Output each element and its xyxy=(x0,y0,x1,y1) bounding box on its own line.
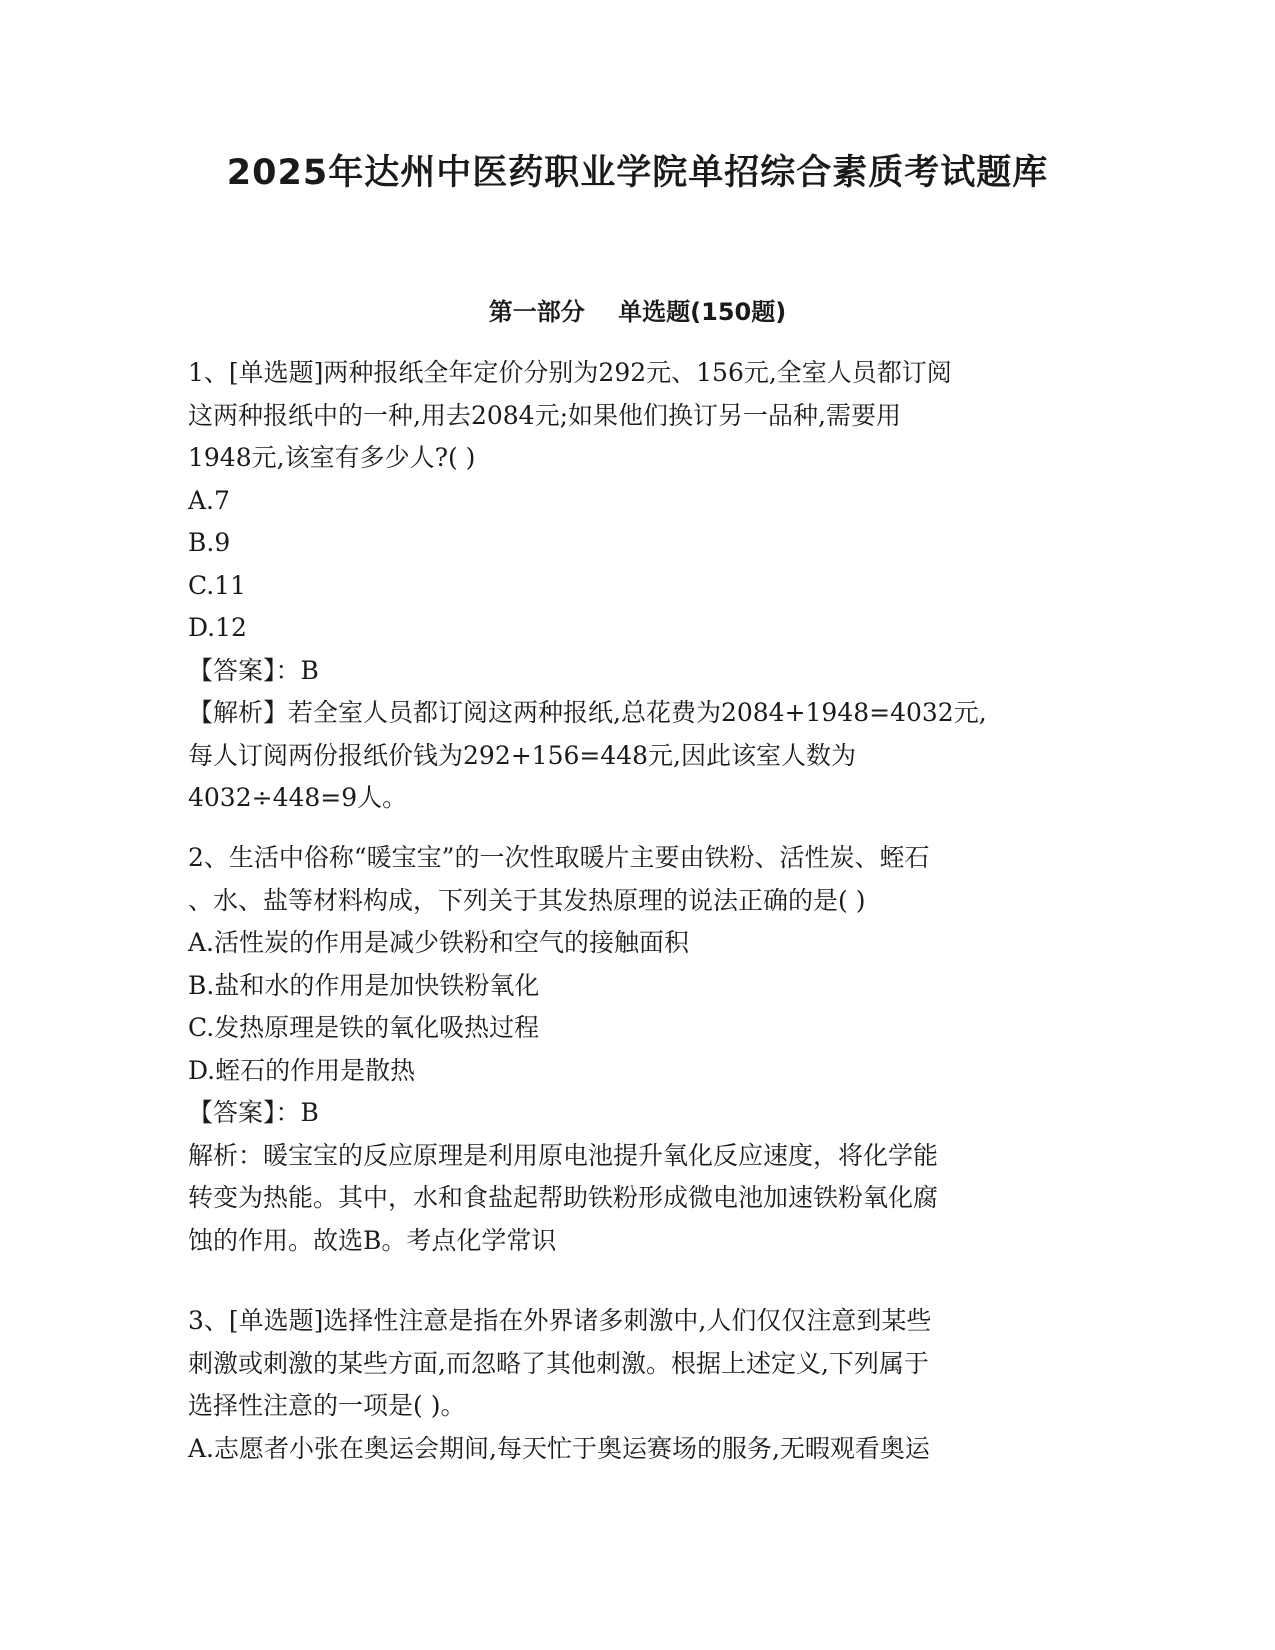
question-stem-line: 3、[单选题]选择性注意是指在外界诸多刺激中,人们仅仅注意到某些 xyxy=(188,1306,932,1335)
option-a: A.活性炭的作用是减少铁粉和空气的接触面积 xyxy=(188,928,690,957)
option-b: B.9 xyxy=(188,528,231,557)
question-1 xyxy=(188,352,1088,820)
option-d: D.蛭石的作用是散热 xyxy=(188,1055,416,1085)
question-stem-line: 这两种报纸中的一种,用去2084元;如果他们换订另一品种,需要用 xyxy=(188,400,901,430)
answer: 【答案】：B xyxy=(188,1098,319,1127)
question-stem-line: 刺激或刺激的某些方面,而忽略了其他刺激。根据上述定义,下列属于 xyxy=(188,1348,929,1378)
option-b: B.盐和水的作用是加快铁粉氧化 xyxy=(188,970,540,1000)
document-title: 2025年达州中医药职业学院单招综合素质考试题库 xyxy=(226,153,1049,193)
question-stem-line: 、水、盐等材料构成，下列关于其发热原理的说法正确的是( ) xyxy=(188,885,866,915)
answer: 【答案】：B xyxy=(188,655,319,685)
question-stem-line: 1948元,该室有多少人?( ) xyxy=(188,443,476,472)
option-c: C.11 xyxy=(188,570,246,600)
option-d: D.12 xyxy=(188,613,247,642)
analysis-line: 每人订阅两份报纸价钱为292+156=448元,因此该室人数为 xyxy=(188,740,856,770)
analysis-line: 4032÷448=9人。 xyxy=(188,783,408,812)
question-stem-line: 选择性注意的一项是( )。 xyxy=(188,1391,466,1420)
question-3 xyxy=(188,1300,1088,1470)
analysis-line: 【解析】若全室人员都订阅这两种报纸,总花费为2084+1948=4032元, xyxy=(188,698,987,727)
question-stem-line: 2、生活中俗称“暖宝宝”的一次性取暖片主要由铁粉、活性炭、蛭石 xyxy=(188,843,930,872)
analysis-line: 解析：暖宝宝的反应原理是利用原电池提升氧化反应速度，将化学能 xyxy=(188,1140,939,1170)
analysis-line: 转变为热能。其中，水和食盐起帮助铁粉形成微电池加速铁粉氧化腐 xyxy=(188,1183,939,1212)
question-stem-line: 1、[单选题]两种报纸全年定价分别为292元、156元,全室人员都订阅 xyxy=(188,358,952,387)
option-a: A.志愿者小张在奥运会期间,每天忙于奥运赛场的服务,无暇观看奥运 xyxy=(188,1433,930,1463)
analysis-line: 蚀的作用。故选B。考点化学常识 xyxy=(188,1225,557,1255)
section-title: 第一部分 单选题(150题) xyxy=(488,298,787,326)
option-a: A.7 xyxy=(188,485,230,515)
question-2 xyxy=(188,837,1088,1262)
option-c: C.发热原理是铁的氧化吸热过程 xyxy=(188,1013,540,1042)
